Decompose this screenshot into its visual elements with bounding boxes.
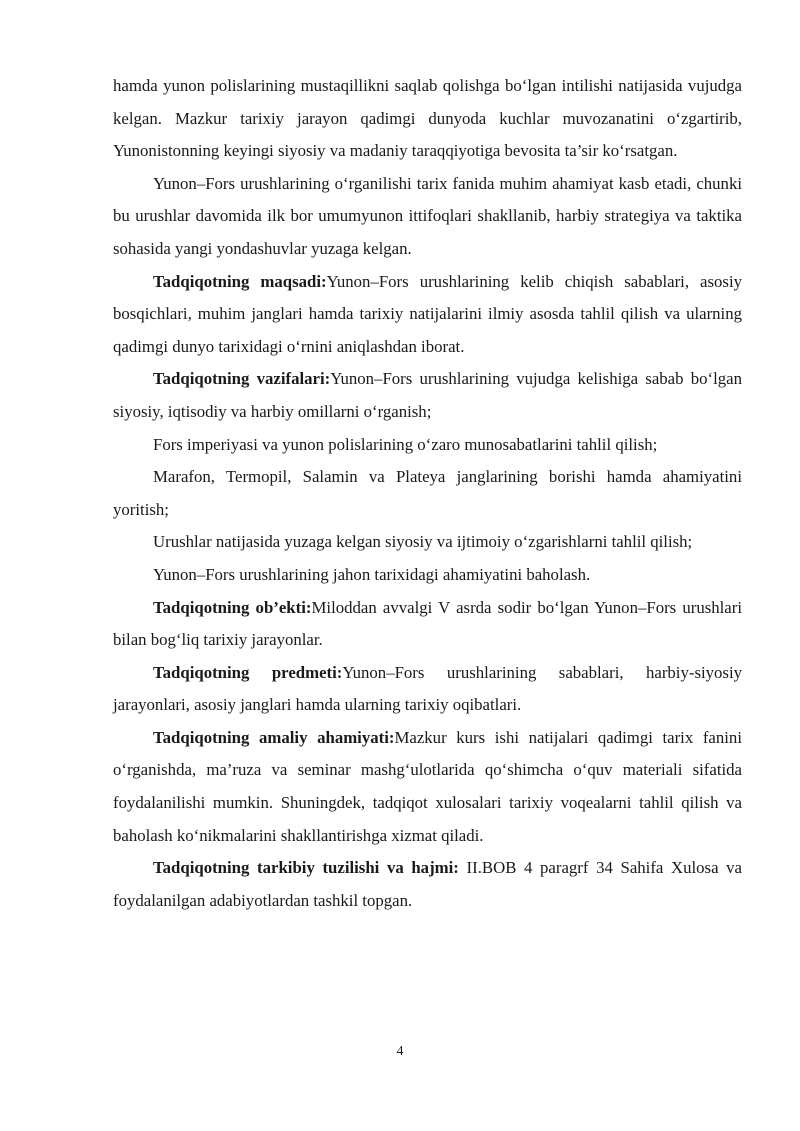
paragraph-continuation	[113, 70, 742, 168]
paragraph-text: Fors imperiyasi va yunon polislarining o‘zaro munosabatlarini tahlil qilish;	[153, 434, 658, 454]
paragraph-text: II.BOB 4 paragrf 34 Sahifa Xulosa va foydalanilgan adabiyotlardan tashkil topgan.	[113, 858, 742, 910]
paragraph-heading: Tadqiqotning tarkibiy tuzilishi va hajmi:	[153, 858, 459, 878]
paragraph-text: Yunon–Fors urushlarining vujudga kelishiga sabab bo‘lgan siyosiy, iqtisodiy va harbiy omillarni o‘rganish;	[113, 369, 742, 421]
page-number: 4	[396, 1044, 404, 1059]
paragraph-task-item	[113, 526, 742, 559]
paragraph-task-item	[113, 429, 742, 462]
paragraph-text: Yunon–Fors urushlarining jahon tarixidagi ahamiyatini baholash.	[153, 564, 591, 584]
paragraph-heading: Tadqiqotning maqsadi:	[153, 271, 327, 291]
paragraph-text: Marafon, Termopil, Salamin va Plateya janglarining borishi hamda ahamiyatini yoritish;	[113, 467, 742, 519]
paragraph-research-goal	[113, 266, 742, 364]
paragraph-research-tasks	[113, 363, 742, 428]
paragraph-text: Yunon–Fors urushlarining kelib chiqish sabablari, asosiy bosqichlari, muhim janglari hamda tarixiy natijalarini ilmiy asosda tahlil qilish va ularning qadimgi dunyo tarixidagi o‘rnini aniqlashdan iborat.	[113, 271, 742, 356]
paragraph-research-object	[113, 592, 742, 657]
paragraph-heading: Tadqiqotning vazifalari:	[153, 369, 331, 389]
paragraph-study-significance	[113, 168, 742, 266]
paragraph-text: Mazkur kurs ishi natijalari qadimgi tarix fanini o‘rganishda, ma’ruza va seminar mashg‘ulotlarida qo‘shimcha o‘quv materiali sifatida foydalanilishi mumkin. Shuningdek, tadqiqot xulosalari tarixiy voqealarni tahlil qilish va baholash ko‘nikmalarini shakllantirishga xizmat qiladi.	[113, 727, 742, 845]
paragraph-text: Yunon–Fors urushlarining sabablari, harbiy-siyosiy jarayonlari, asosiy janglari hamda ularning tarixiy oqibatlari.	[113, 662, 742, 715]
paragraph-heading: Tadqiqotning predmeti:	[153, 662, 343, 682]
paragraph-structure-volume	[113, 852, 742, 917]
paragraph-practical-significance	[113, 722, 742, 852]
paragraph-task-item	[113, 559, 742, 592]
paragraph-heading: Tadqiqotning amaliy ahamiyati:	[153, 727, 395, 747]
paragraph-text: Urushlar natijasida yuzaga kelgan siyosiy va ijtimoiy o‘zgarishlarni tahlil qilish;	[153, 532, 693, 552]
paragraph-text: hamda yunon polislarining mustaqillikni saqlab qolishga bo‘lgan intilishi natijasida vujudga kelgan. Mazkur tarixiy jarayon qadimgi dunyoda kuchlar muvozanatini o‘zgartirib, Yunonistonning keyingi siyosiy va madaniy taraqqiyotiga bevosita ta’sir ko‘rsatgan.	[113, 76, 742, 161]
paragraph-task-item	[113, 461, 742, 526]
paragraph-text: Miloddan avvalgi V asrda sodir bo‘lgan Yunon–Fors urushlari bilan bog‘liq tarixiy jarayonlar.	[113, 597, 742, 650]
paragraph-text: Yunon–Fors urushlarining o‘rganilishi tarix fanida muhim ahamiyat kasb etadi, chunki bu urushlar davomida ilk bor umumyunon ittifoqlari shakllanib, harbiy strategiya va taktika sohasida yangi yondashuvlar yuzaga kelgan.	[113, 173, 742, 258]
paragraph-research-subject	[113, 657, 742, 722]
document-page	[113, 70, 742, 917]
paragraph-heading: Tadqiqotning ob’ekti:	[153, 597, 312, 617]
